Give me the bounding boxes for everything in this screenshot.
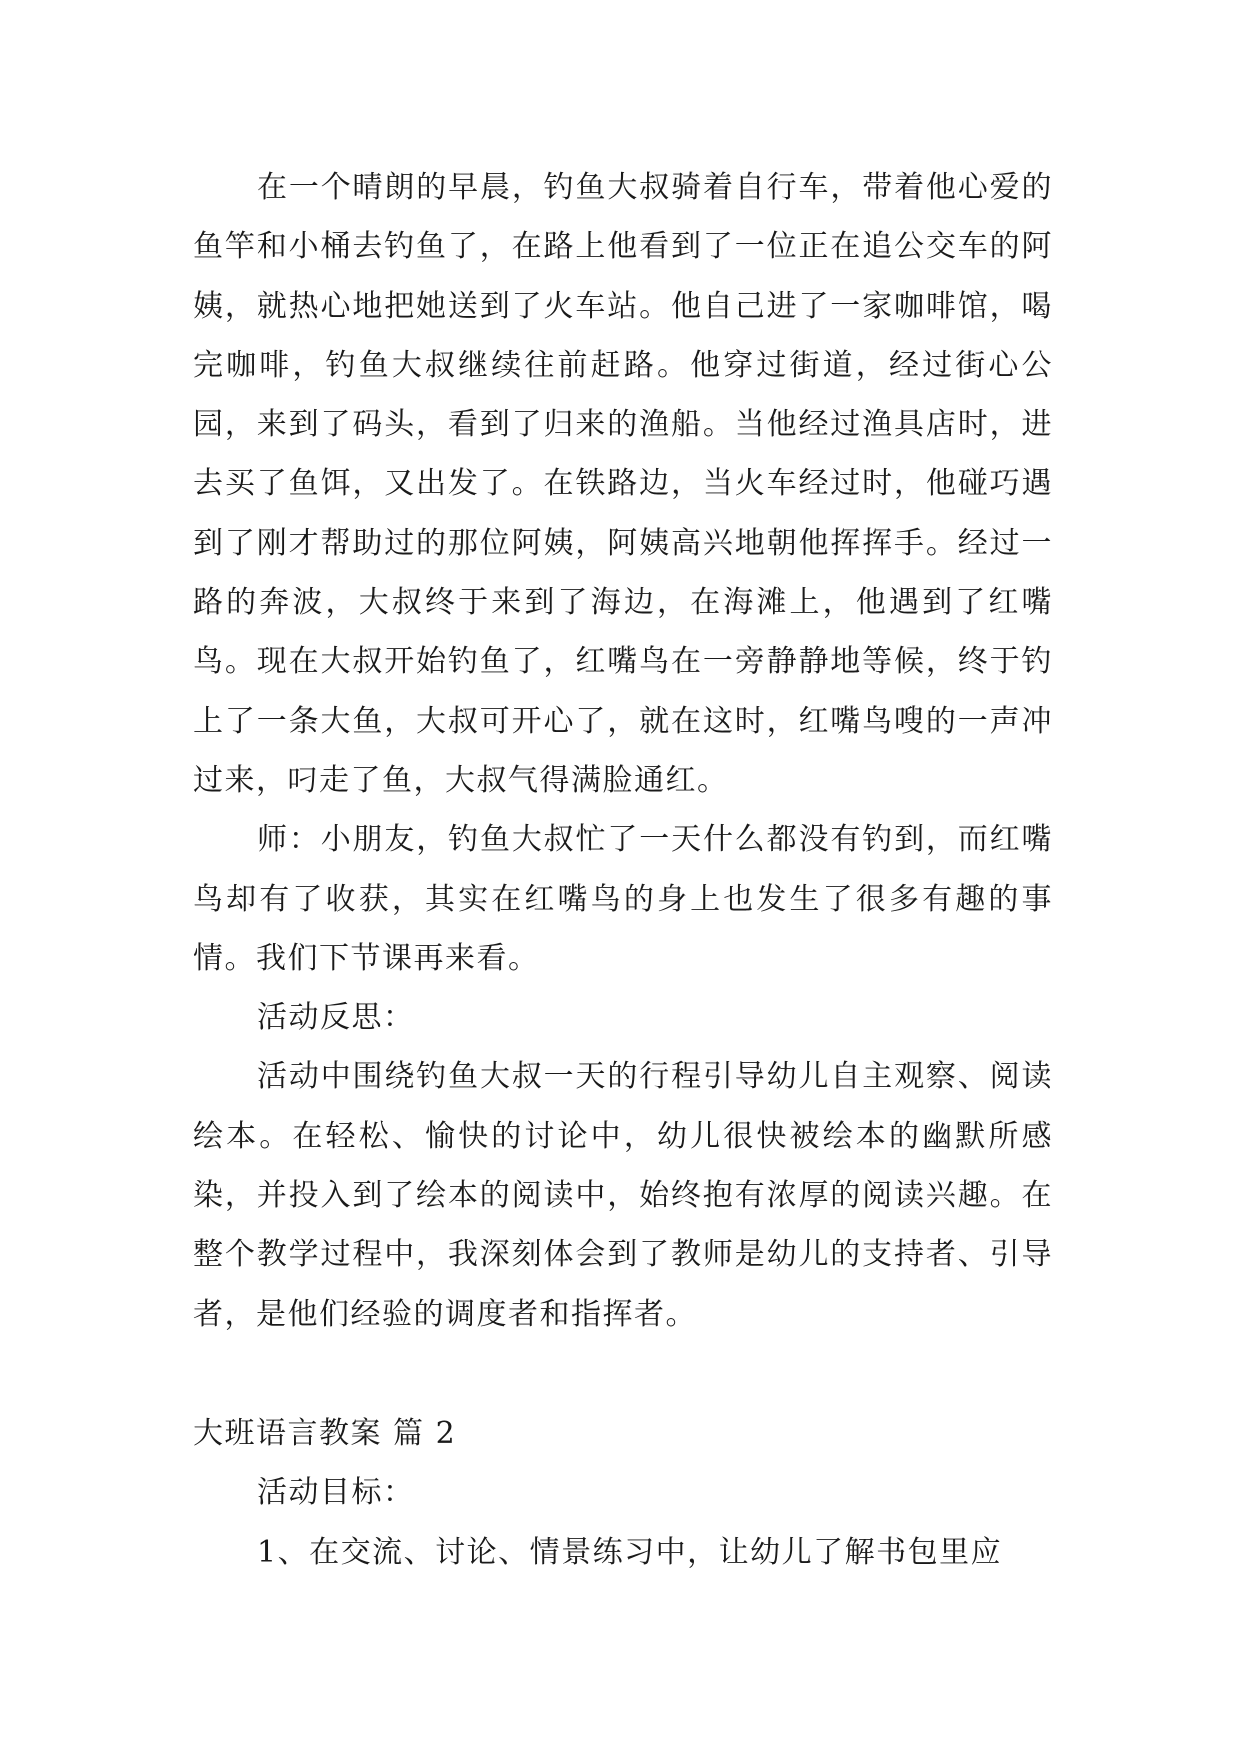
objective-item-1: 1、在交流、讨论、情景练习中，让幼儿了解书包里应 xyxy=(257,1534,1003,1570)
reflection-paragraph: 活动中围绕钓鱼大叔一天的行程引导幼儿自主观察、阅读绘本。在轻松、愉快的讨论中，幼儿很快被绘本的幽默所感染，并投入到了绘本的阅读中，始终抱有浓厚的阅读兴趣。在整个教学过程中，我深刻体会到了教师是幼儿的支持者、引导者，是他们经验的调度者和指挥者。 xyxy=(193,1059,1053,1332)
story-paragraph: 在一个晴朗的早晨，钓鱼大叔骑着自行车，带着他心爱的鱼竿和小桶去钓鱼了，在路上他看到了一位正在追公交车的阿姨，就热心地把她送到了火车站。他自己进了一家咖啡馆，喝完咖啡，钓鱼大叔继续往前赶路。他穿过街道，经过街心公园，来到了码头，看到了归来的渔船。当他经过渔具店时，进去买了鱼饵，又出发了。在铁路边，当火车经过时，他碰巧遇到了刚才帮助过的那位阿姨，阿姨高兴地朝他挥挥手。经过一路的奔波，大叔终于来到了海边，在海滩上，他遇到了红嘴鸟。现在大叔开始钓鱼了，红嘴鸟在一旁静静地等候，终于钓上了一条大鱼，大叔可开心了，就在这时，红嘴鸟嗖的一声冲过来，叼走了鱼，大叔气得满脸通红。 xyxy=(193,170,1053,798)
section-spacer xyxy=(193,1344,1053,1404)
reflection-label: 活动反思： xyxy=(257,1000,415,1036)
document-body xyxy=(193,158,1053,1582)
objectives-label: 活动目标： xyxy=(257,1475,415,1511)
teacher-remark-paragraph: 师：小朋友，钓鱼大叔忙了一天什么都没有钓到，而红嘴鸟却有了收获，其实在红嘴鸟的身上也发生了很多有趣的事情。我们下节课再来看。 xyxy=(193,822,1053,976)
section-heading: 大班语言教案 篇 2 xyxy=(193,1415,457,1451)
